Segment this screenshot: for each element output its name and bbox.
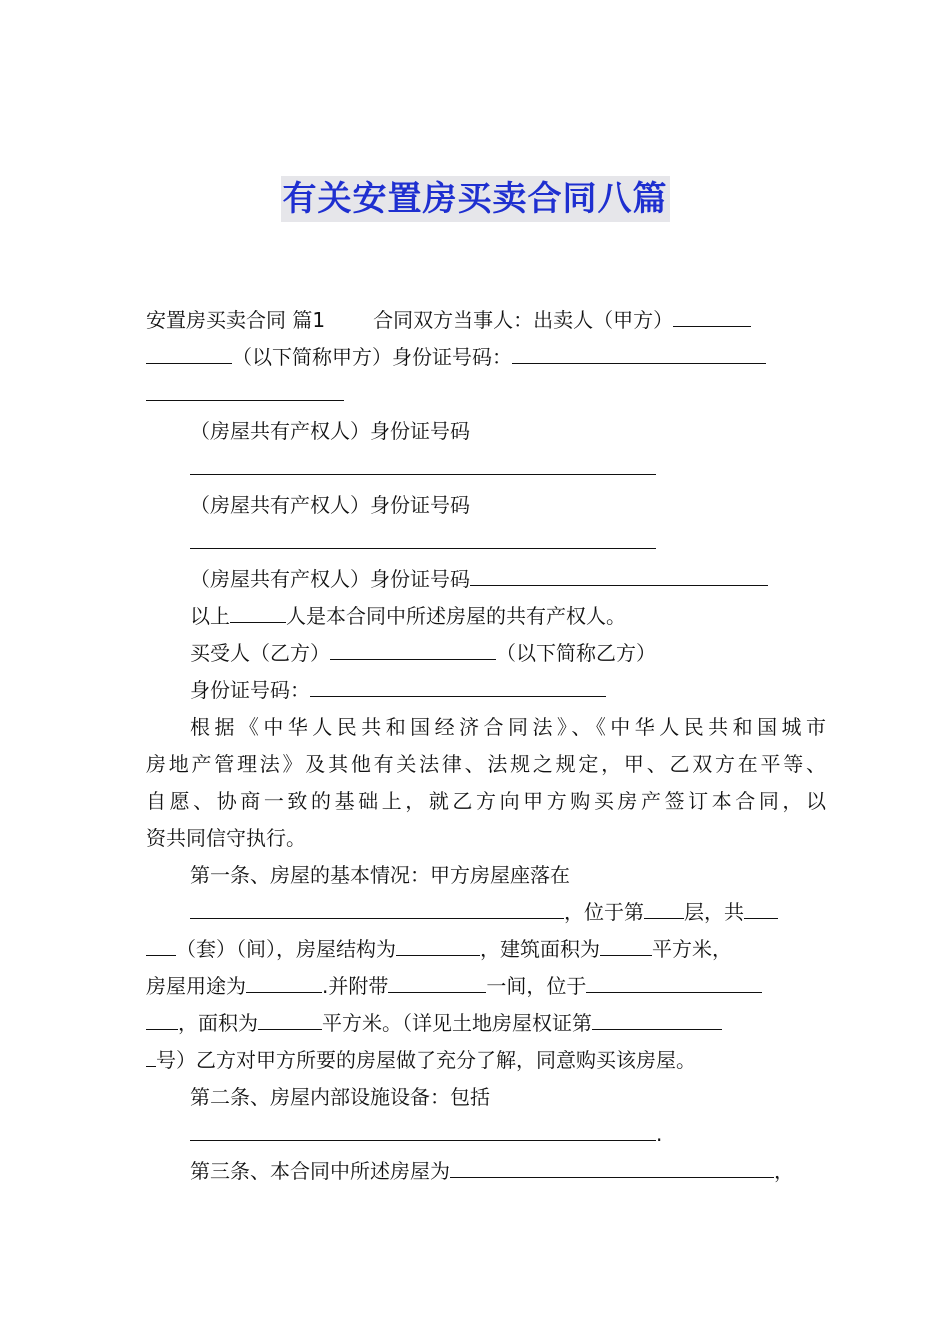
text-segment: （房屋共有产权人）身份证号码 — [190, 419, 470, 443]
text-segment: 人是本合同中所述房屋的共有产权人。 — [286, 604, 626, 628]
text-segment: ，面积为 — [178, 1011, 258, 1035]
text-segment: （房屋共有产权人）身份证号码 — [190, 493, 470, 517]
text-line — [146, 450, 826, 487]
text-line — [146, 561, 826, 598]
text-segment: . — [656, 1122, 663, 1146]
blank-underline — [470, 561, 768, 586]
blank-underline — [190, 450, 656, 475]
text-segment: 买受人（乙方） — [190, 641, 330, 665]
blank-underline — [586, 968, 762, 993]
text-line — [146, 598, 826, 635]
text-segment: 房屋用途为 — [146, 974, 246, 998]
text-line — [146, 1042, 826, 1079]
text-segment: 平方米。（详见土地房屋权证第 — [322, 1011, 592, 1035]
text-line — [146, 672, 826, 709]
blank-underline — [673, 302, 751, 327]
blank-underline — [644, 894, 684, 919]
blank-underline — [450, 1153, 774, 1178]
blank-underline — [146, 1042, 156, 1067]
text-line — [146, 1153, 826, 1190]
text-segment: ， — [774, 1159, 794, 1183]
text-segment: 号）乙方对甲方所要的房屋做了充分了解，同意购买该房屋。 — [156, 1048, 696, 1072]
blank-underline — [246, 968, 322, 993]
text-line — [146, 524, 826, 561]
blank-underline — [396, 931, 480, 956]
text-line — [146, 413, 826, 450]
text-line — [146, 1079, 826, 1116]
text-line — [146, 487, 826, 524]
blank-underline — [592, 1005, 722, 1030]
text-segment: 房地产管理法》及其他有关法律、法规之规定，甲、乙双方在平等、 — [146, 752, 826, 776]
text-segment: 平方米， — [652, 937, 732, 961]
text-segment: .并附带 — [322, 974, 389, 998]
text-segment: 自愿、协商一致的基础上，就乙方向甲方购买房产签订本合同，以 — [146, 789, 826, 813]
blank-underline — [190, 524, 656, 549]
blank-underline — [600, 931, 652, 956]
text-segment: 资共同信守执行。 — [146, 826, 306, 850]
blank-underline — [190, 1116, 656, 1141]
text-line — [146, 1116, 826, 1153]
text-line — [146, 931, 826, 968]
text-line — [146, 746, 826, 783]
text-segment: 第二条、房屋内部设施设备：包括 — [190, 1085, 490, 1109]
text-segment: 合同双方当事人：出卖人（甲方） — [373, 308, 674, 332]
document-title: 有关安置房买卖合同八篇 — [281, 176, 670, 222]
blank-underline — [230, 598, 286, 623]
blank-underline — [388, 968, 486, 993]
text-line — [146, 783, 826, 820]
blank-underline — [310, 672, 606, 697]
text-line — [146, 302, 826, 339]
text-segment: 身份证号码： — [190, 678, 310, 702]
blank-underline — [330, 635, 496, 660]
text-segment: （以下简称乙方） — [496, 641, 656, 665]
text-line — [146, 635, 826, 672]
text-segment: 根据《中华人民共和国经济合同法》、《中华人民共和国城市 — [190, 715, 826, 739]
text-segment: 第一条、房屋的基本情况：甲方房屋座落在 — [190, 863, 570, 887]
document-title-wrap — [0, 176, 950, 226]
section-heading: 安置房买卖合同 篇1 — [146, 308, 326, 332]
text-line — [146, 709, 826, 746]
blank-underline — [146, 376, 344, 401]
blank-underline — [258, 1005, 322, 1030]
text-line — [146, 968, 826, 1005]
text-segment: ，位于第 — [564, 900, 644, 924]
text-segment: ，建筑面积为 — [480, 937, 600, 961]
blank-underline — [146, 1005, 178, 1030]
text-segment: （以下简称甲方）身份证号码： — [232, 345, 512, 369]
text-line — [146, 894, 826, 931]
blank-underline — [146, 339, 232, 364]
text-line — [146, 1005, 826, 1042]
text-line — [146, 376, 826, 413]
blank-underline — [512, 339, 766, 364]
text-line — [146, 820, 826, 857]
text-segment: 第三条、本合同中所述房屋为 — [190, 1159, 450, 1183]
text-line — [146, 339, 826, 376]
document-body — [146, 302, 826, 1190]
text-segment: 一间，位于 — [486, 974, 587, 998]
text-line — [146, 857, 826, 894]
blank-underline — [190, 894, 564, 919]
text-segment: （房屋共有产权人）身份证号码 — [190, 567, 470, 591]
blank-underline — [744, 894, 778, 919]
text-segment: （套）（间），房屋结构为 — [176, 937, 396, 961]
blank-underline — [146, 931, 176, 956]
text-segment: 以上 — [190, 604, 230, 628]
text-segment: 层，共 — [684, 900, 744, 924]
